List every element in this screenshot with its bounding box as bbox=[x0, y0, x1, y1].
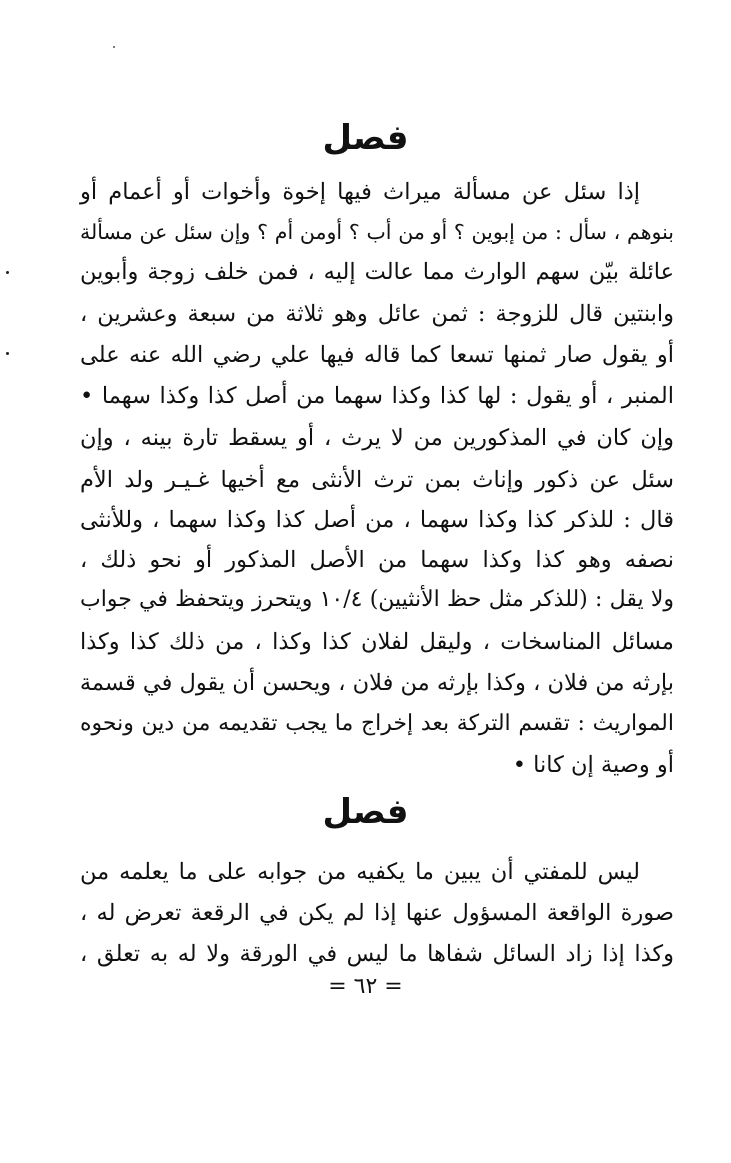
text-line: عائلة بيّن سهم الوارث مما عالت إليه ، فمن خلف زوجة وأبوين bbox=[80, 259, 674, 285]
text-line: صورة الواقعة المسؤول عنها إذا لم يكن في الرقعة تعرض له ، bbox=[80, 900, 674, 926]
text-line: ليس للمفتي أن يبين ما يكفيه من جوابه على ما يعلمه من bbox=[80, 859, 640, 885]
text-line: بنوهم ، سأل : من إبوين ؟ أو من أب ؟ أومن أم ؟ وإن سئل عن مسألة bbox=[80, 220, 674, 244]
text-line: سئل عن ذكور وإناث بمن ترث الأنثى مع أخيها غـيـر ولد الأم bbox=[80, 467, 674, 493]
text-line: أو يقول صار ثمنها تسعا كما قاله فيها علي رضي الله عنه على bbox=[80, 342, 674, 368]
text-line: مسائل المناسخات ، وليقل لفلان كذا وكذا ، من ذلك كذا وكذا bbox=[80, 629, 674, 655]
text-line: وابنتين قال للزوجة : ثمن عائل وهو ثلاثة من سبعة وعشرين ، bbox=[80, 301, 674, 327]
text-line: وكذا إذا زاد السائل شفاها ما ليس في الورقة ولا له به تعلق ، bbox=[80, 941, 674, 967]
margin-mark bbox=[6, 271, 9, 274]
section-heading: فصل bbox=[322, 118, 409, 158]
margin-mark bbox=[6, 352, 9, 355]
page-number: = ٦٢ = bbox=[328, 974, 403, 999]
text-line: إذا سئل عن مسألة ميراث فيها إخوة وأخوات أو أعمام أو bbox=[80, 179, 640, 205]
text-line: قال : للذكر كذا وكذا سهما ، من أصل كذا وكذا سهما ، وللأنثى bbox=[80, 507, 674, 533]
text-line: نصفه وهو كذا وكذا سهما من الأصل المذكور أو نحو ذلك ، bbox=[80, 547, 674, 573]
paper-speck bbox=[113, 46, 115, 48]
text-line: المواريث : تقسم التركة بعد إخراج ما يجب تقديمه من دين ونحوه bbox=[80, 711, 674, 736]
text-line: أو وصية إن كانا • bbox=[512, 752, 674, 778]
text-line: المنبر ، أو يقول : لها كذا وكذا سهما من أصل كذا وكذا سهما • bbox=[80, 383, 674, 409]
text-line: وإن كان في المذكورين من لا يرث ، أو يسقط تارة بينه ، وإن bbox=[80, 425, 674, 451]
section-heading: فصل bbox=[322, 792, 409, 832]
text-line: ولا يقل : (للذكر مثل حظ الأنثيين) ١٠/٤ ويتحرز ويتحفظ في جواب bbox=[80, 587, 674, 612]
text-line: بإرثه من فلان ، وكذا بإرثه من فلان ، ويحسن أن يقول في قسمة bbox=[79, 670, 674, 696]
